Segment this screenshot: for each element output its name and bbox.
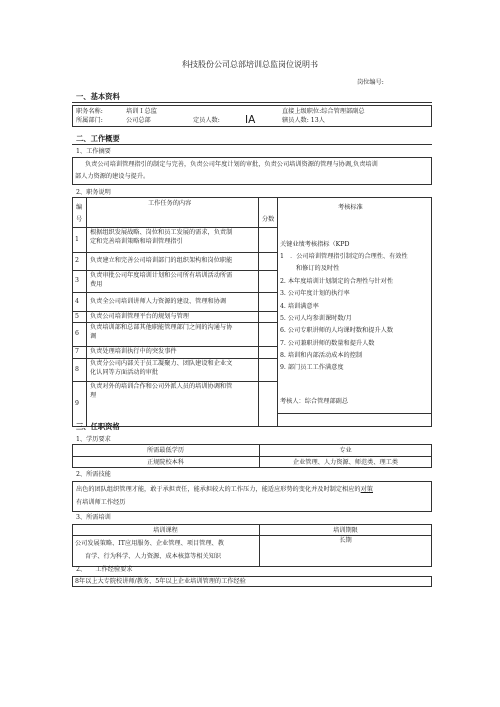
duty-row-divider <box>72 381 277 382</box>
duty-row-number: 5 <box>75 312 79 320</box>
subordinate-label: 辖员人数: 13人 <box>282 117 325 124</box>
kpi-item: 3. 公司年度计划的执行率 <box>280 290 350 298</box>
duty-row-number: 7 <box>75 348 79 355</box>
header-row-line <box>72 227 277 228</box>
duty-row-text: 负责处理培训执行中的突发事件 <box>90 348 177 355</box>
dept-label: 所属部门: <box>76 117 103 124</box>
duty-row-text: 负责对外的培训合作和公司外派人员的培训协调和管 <box>90 383 233 390</box>
duty-row-text: 根据组织发展战略、岗位和员工发展的需求，负责制 <box>90 229 233 236</box>
edu-row-divider <box>72 456 432 457</box>
kpi-item: 2. 本年度培训计划制定的合理性与针对性 <box>280 278 394 285</box>
duty-row-divider <box>72 252 277 253</box>
duty-row-number: 6 <box>75 330 79 337</box>
kpi-item: 8. 培训和内部活动成本的控制 <box>280 351 363 359</box>
train-course-line-1: 公司发展策略、IT应用服务、企业管理、项目管理、教 <box>75 540 224 547</box>
edu-degree-value: 正规院校本科 <box>146 459 185 466</box>
basic-info-table <box>72 105 432 127</box>
kpi-title: 关键业绩考核指标（KPD <box>280 241 350 248</box>
duties-title: 2、职务说明 <box>76 189 111 196</box>
skill-title: 2、所需技能 <box>76 471 111 478</box>
summary-title: 1、工作摘要 <box>76 148 111 155</box>
duty-row-text: 负责全公司培训讲师人力资源的建设、管理和协调 <box>90 297 227 305</box>
duty-row-text-cont: 化认同等方面活动的审批 <box>90 369 159 376</box>
assessor-divider <box>277 413 432 414</box>
summary-line-2: 部人力资源的建设与提升。 <box>75 173 150 180</box>
kpi-item: 4. 培训满意率 <box>280 302 319 310</box>
kpi-item-1b: 和修订的及时性 <box>296 265 340 272</box>
section-1-heading: 一、基本资料 <box>76 92 120 101</box>
duty-row-text-cont: 理 <box>90 392 97 399</box>
job-name-value: 培训Ｉ总监 <box>126 108 157 115</box>
duty-row-number: 4 <box>75 297 79 305</box>
train-course-line-2: 育学、行为科学、人力资源、成本核算等相关知识 <box>85 553 222 560</box>
col-divider-score <box>258 197 259 427</box>
train-header-course: 培训课程 <box>153 527 178 534</box>
duty-row-text-cont: 定和完善培训策略和培训管理指引 <box>90 238 183 245</box>
duty-row-text: 负责培训部和总部其他职能管理部门之间的沟通与协 <box>90 324 233 331</box>
edu-major-value: 企业管理、人力资源、师范类、理工类 <box>292 459 399 466</box>
document-title: 科技股份公司总部培训总监岗位说明书 <box>182 60 318 69</box>
duty-row-number: 8 <box>75 365 79 373</box>
col-divider-no <box>86 197 87 427</box>
duty-row-number: 3 <box>75 277 79 284</box>
experience-title: 2、 工作经验要求 <box>76 566 133 573</box>
duty-row-number: 2 <box>75 257 79 264</box>
kpi-item: 9. 部门员工工作满意度 <box>280 364 344 372</box>
duty-row-text: 负责建立和完善公司培训部门的组织架构和岗位职能 <box>90 257 233 264</box>
col-header-kpi: 考核标准 <box>338 204 363 211</box>
col-header-task: 工作任务的内容 <box>148 200 192 207</box>
kpi-item: 7. 公司兼职讲师的数量和提升人数 <box>280 339 375 347</box>
duty-row-number: 1 <box>75 235 79 243</box>
duty-row-divider <box>72 358 277 359</box>
summary-line-1: 负责公司培训管理指引的制定与完善，负责公司年度计划的审批，负责公司培训资源的管理与协调,负责培训 <box>85 161 378 168</box>
duty-row-text-cont: 调 <box>90 333 97 340</box>
staff-label: 定员人数: <box>193 117 220 124</box>
skill-line-1: 出色的团队组织管理才能，敢于承担责任，能承担较大的工作压力，能适应形势的变化并及时制定相应的对策 <box>76 486 373 493</box>
skill-line-2: 有培训师工作经历 <box>76 499 126 506</box>
duty-row-text: 负责公司培训管理平台的规划与管理 <box>90 312 189 320</box>
job-name-label: 职务名称: <box>76 108 103 115</box>
dept-value: 公司总部 <box>126 117 151 124</box>
duty-row-divider <box>72 346 277 347</box>
section-2-rule <box>72 144 432 145</box>
duty-row-text-cont: 费用 <box>90 281 103 288</box>
section-3-heading: 三、任职资格 <box>76 422 120 431</box>
col-header-score: 分数 <box>262 216 275 223</box>
duty-row-number: 9 <box>75 400 79 407</box>
duty-row-text: 负责分公司内部关于员工凝聚力、团队建设和企业文 <box>90 360 233 367</box>
kpi-item-1a: 1 ．公司培训管理指引制定的合理性、有效性 <box>280 253 408 260</box>
train-title: 3、所需培训 <box>76 514 111 521</box>
doc-number-label: 岗位编号: <box>357 79 384 86</box>
edu-title: 1、学历要求 <box>76 436 111 443</box>
duty-row-text: 负责审批公司年度培训计划和公司所有培训活动所需 <box>90 272 233 279</box>
train-header-period: 培训期限 <box>333 527 358 534</box>
superior-label: 直接上级职位:综合管理部副总 <box>282 108 365 115</box>
col-divider-kpi <box>277 197 278 427</box>
edu-header-major: 专业 <box>339 447 352 454</box>
skills-box <box>72 481 432 512</box>
experience-value: 8年以上大专院校讲师/教务、5年以上企业培训管理的工作经验 <box>75 578 246 585</box>
section-2-heading: 二、工作概要 <box>76 134 120 143</box>
section-1-rule <box>72 102 432 103</box>
experience-box <box>72 576 432 587</box>
duty-row-divider <box>72 292 277 293</box>
staff-value: IA <box>245 114 256 126</box>
summary-box <box>72 157 432 185</box>
assessor-label: 考核人：综合管理部副总 <box>280 398 349 405</box>
kpi-item: 6. 公司专职讲师的人均课时数和提升人数 <box>280 327 394 335</box>
duty-row-divider <box>72 322 277 323</box>
train-period-value: 长期 <box>339 537 352 544</box>
kpi-item: 5. 公司人均参训课时数/月 <box>280 314 352 322</box>
col-header-no-a: 编 <box>76 204 83 211</box>
train-row-divider <box>72 535 432 536</box>
edu-header-degree: 所需最低学历 <box>146 447 185 454</box>
duty-row-divider <box>72 270 277 271</box>
col-header-no-b: 号 <box>76 216 83 223</box>
